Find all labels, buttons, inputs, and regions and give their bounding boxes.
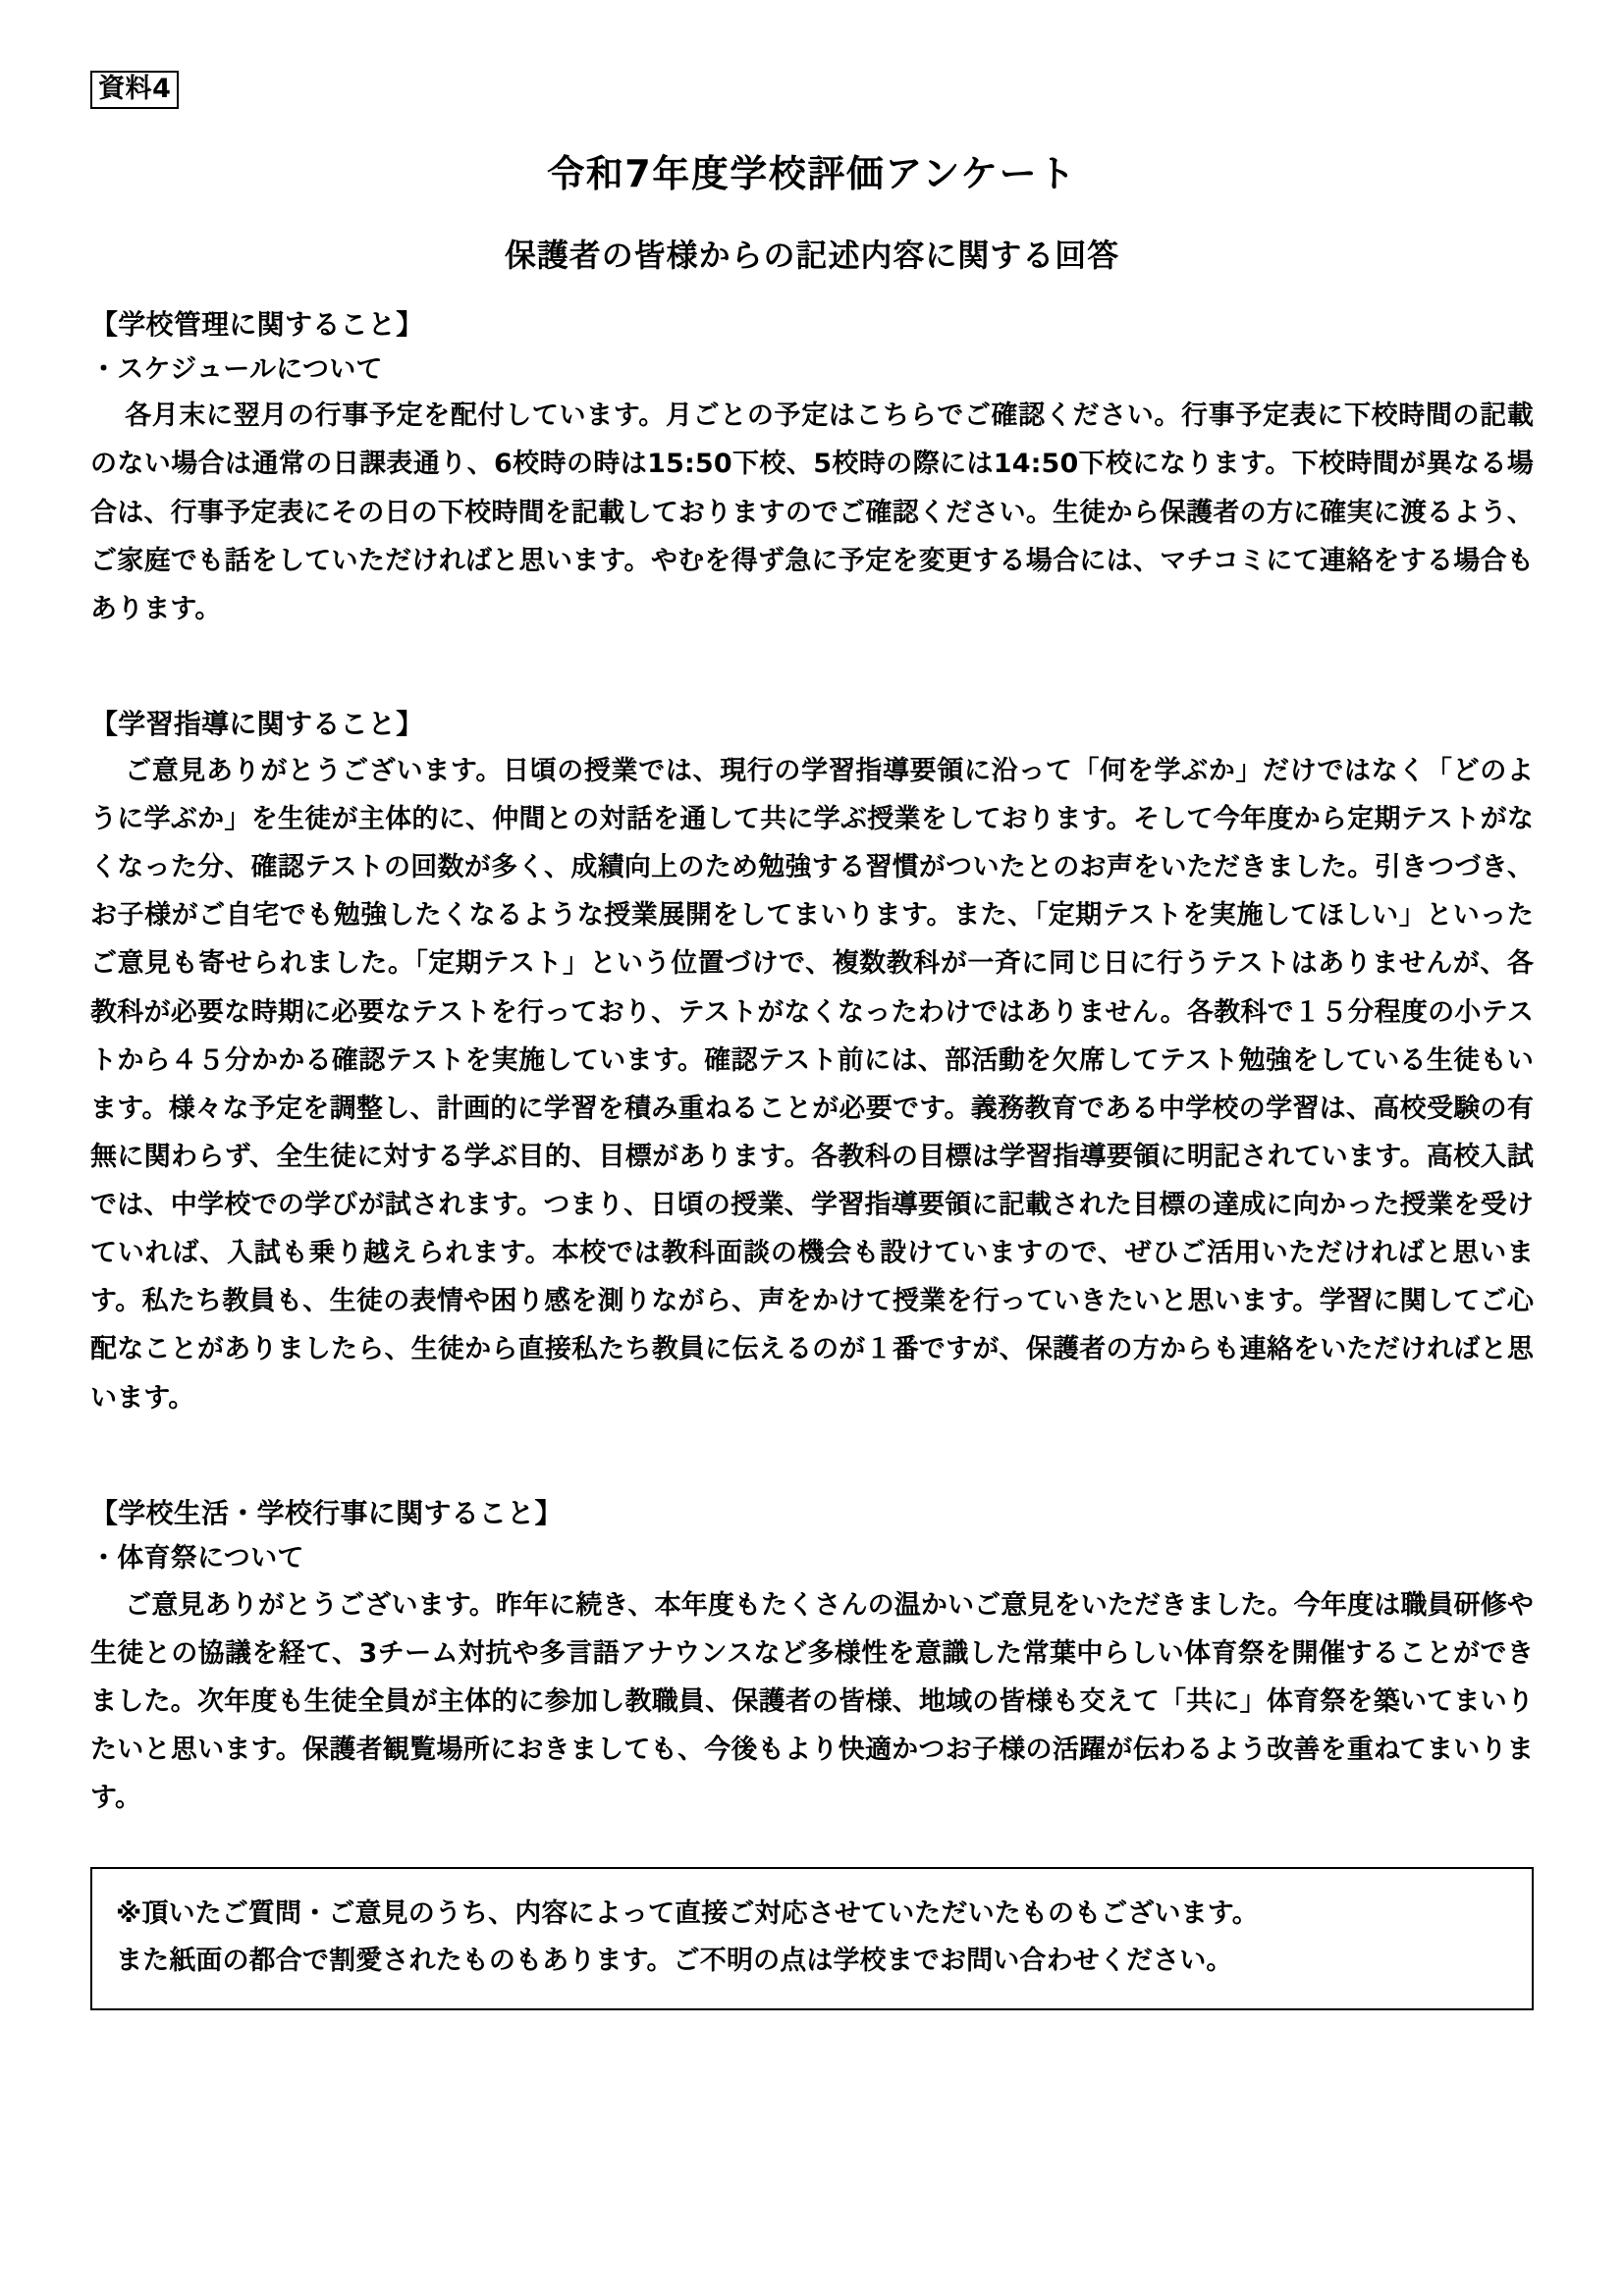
section-heading: 【学校生活・学校行事に関すること】	[90, 1496, 563, 1529]
note-box	[90, 1867, 1534, 2010]
page-title: 令和7年度学校評価アンケート	[547, 152, 1077, 195]
section-subheading: ・体育祭について	[90, 1542, 304, 1574]
section-learning-guidance	[90, 704, 1534, 1422]
section-body: ご意見ありがとうございます。日頃の授業では、現行の学習指導要領に沿って「何を学ぶか」だけではなく「どのように学ぶか」を生徒が主体的に、仲間との対話を通して共に学ぶ授業をしております。そして今年度から定期テストがなくなった分、確認テストの回数が多く、成績向上のため勉強する習慣がついたとのお声をいただきました。引きつづき、お子様がご自宅でも勉強したくなるような授業展開をしてまいります。また、「定期テストを実施してほしい」といったご意見も寄せられました。「定期テスト」という位置づけで、複数教科が一斉に同じ日に行うテストはありませんが、各教科が必要な時期に必要なテストを行っており、テストがなくなったわけではありません。各教科で１５分程度の小テストから４５分かかる確認テストを実施しています。確認テスト前には、部活動を欠席してテスト勉強をしている生徒もいます。様々な予定を調整し、計画的に学習を積み重ねることが必要です。義務教育である中学校の学習は、高校受験の有無に関わらず、全生徒に対する学ぶ目的、目標があります。各教科の目標は学習指導要領に明記されています。高校入試では、中学校での学びが試されます。つまり、日頃の授業、学習指導要領に記載された目標の達成に向かった授業を受けていれば、入試も乗り越えられます。本校では教科面談の機会も設けていますので、ぜひご活用いただければと思います。私たち教員も、生徒の表情や困り感を測りながら、声をかけて授業を行っていきたいと思います。学習に関してご心配なことがありましたら、生徒から直接私たち教員に伝えるのが１番ですが、保護者の方からも連絡をいただければと思います。	[90, 755, 1534, 1414]
section-school-life-events	[90, 1493, 1534, 1822]
page-subtitle: 保護者の皆様からの記述内容に関する回答	[504, 236, 1120, 274]
section-spacer	[90, 633, 1534, 674]
note-line-1: ※頂いたご質問・ご意見のうち、内容によって直接ご対応させていただいたものもございます。	[116, 1898, 1259, 1930]
section-school-management	[90, 304, 1534, 633]
document-tag: 資料4	[90, 71, 179, 109]
section-body: ご意見ありがとうございます。昨年に続き、本年度もたくさんの温かいご意見をいただきました。今年度は職員研修や生徒との協議を経て、3チーム対抗や多言語アナウンスなど多様性を意識した常葉中らしい体育祭を開催することができました。次年度も生徒全員が主体的に参加し教職員、保護者の皆様、地域の皆様も交えて「共に」体育祭を築いてまいりたいと思います。保護者観覧場所におきましても、今後もより快適かつお子様の活躍が伝わるよう改善を重ねてまいります。	[90, 1589, 1535, 1814]
section-subheading: ・スケジュールについて	[90, 353, 383, 385]
document-tag-row	[90, 71, 1534, 122]
note-line-2: また紙面の都合で割愛されたものもあります。ご不明の点は学校までお問い合わせください。	[116, 1946, 1233, 1977]
section-heading: 【学校管理に関すること】	[90, 307, 424, 341]
section-body: 各月末に翌月の行事予定を配付しています。月ごとの予定はこちらでご確認ください。行事予定表に下校時間の記載のない場合は通常の日課表通り、6校時の時は15:50下校、5校時の際には14:50下校になります。下校時間が異なる場合は、行事予定表にその日の下校時間を記載しておりますのでご確認ください。生徒から保護者の方に確実に渡るよう、ご家庭でも話をしていただければと思います。やむを得ず急に予定を変更する場合には、マチコミにて連絡をする場合もあります。	[90, 400, 1534, 624]
section-spacer	[90, 1422, 1534, 1464]
section-heading: 【学習指導に関すること】	[90, 707, 424, 740]
